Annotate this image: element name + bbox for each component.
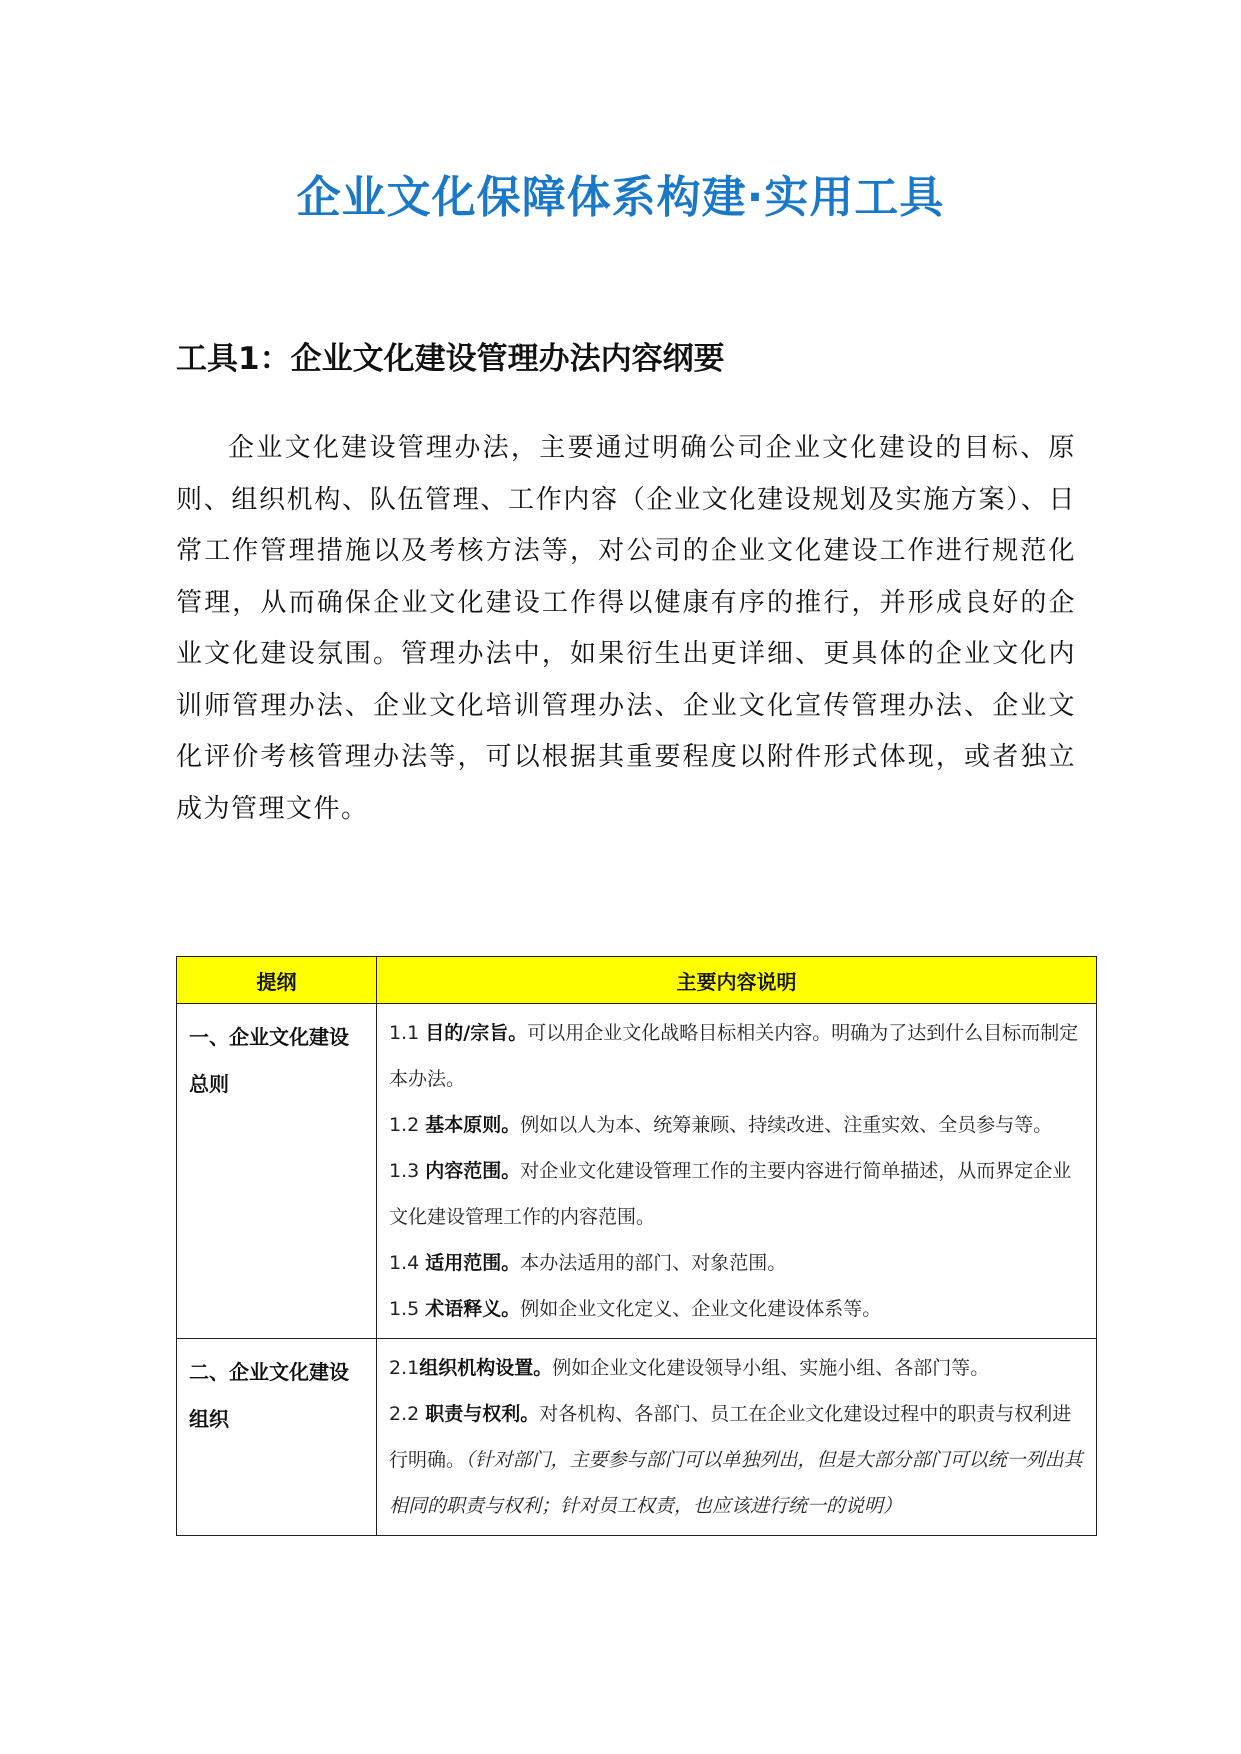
item-text: 例如企业文化定义、企业文化建设体系等。 <box>520 1298 882 1320</box>
item-number: 1.5 <box>389 1298 426 1320</box>
row-content <box>377 1339 1097 1536</box>
header-outline: 提纲 <box>177 957 377 1004</box>
content-item <box>389 1010 1088 1102</box>
item-heading: 组织机构设置。 <box>419 1357 553 1379</box>
item-heading: 术语释义。 <box>425 1298 521 1320</box>
section-heading: 工具1：企业文化建设管理办法内容纲要 <box>176 341 725 377</box>
intro-paragraph: 企业文化建设管理办法，主要通过明确公司企业文化建设的目标、原则、组织机构、队伍管理、工作内容（企业文化建设规划及实施方案）、日常工作管理措施以及考核方法等，对公司的企业文化建设工作进行规范化管理，从而确保企业文化建设工作得以健康有序的推行，并形成良好的企业文化建设氛围。管理办法中，如果衍生出更详细、更具体的企业文化内训师管理办法、企业文化培训管理办法、企业文化宣传管理办法、企业文化评价考核管理办法等，可以根据其重要程度以附件形式体现，或者独立成为管理文件。 <box>176 433 1076 824</box>
header-content: 主要内容说明 <box>377 957 1097 1004</box>
item-heading: 基本原则。 <box>425 1114 521 1136</box>
item-heading: 职责与权利。 <box>425 1403 540 1425</box>
item-heading: 适用范围。 <box>425 1252 521 1274</box>
item-note: （针对部门，主要参与部门可以单独列出，但是大部分部门可以统一列出其相同的职责与权利；针对员工权责，也应该进行统一的说明） <box>389 1449 1083 1517</box>
outline-table <box>176 956 1097 1536</box>
table-row <box>177 1339 1097 1536</box>
content-item <box>389 1345 1088 1391</box>
item-number: 2.1 <box>389 1357 420 1379</box>
document-title: 企业文化保障体系构建·实用工具 <box>296 172 945 223</box>
item-text: 可以用企业文化战略目标相关内容。明确为了达到什么目标而制定本办法。 <box>389 1022 1079 1090</box>
item-text: 对企业文化建设管理工作的主要内容进行简单描述，从而界定企业文化建设管理工作的内容范围。 <box>389 1160 1072 1228</box>
item-number: 1.4 <box>389 1252 426 1274</box>
content-item <box>389 1102 1088 1148</box>
content-item <box>389 1240 1088 1286</box>
item-text: 例如企业文化建设领导小组、实施小组、各部门等。 <box>552 1357 990 1379</box>
row-label: 一、企业文化建设总则 <box>177 1004 377 1339</box>
item-heading: 内容范围。 <box>425 1160 521 1182</box>
item-number: 1.1 <box>389 1022 426 1044</box>
item-number: 1.3 <box>389 1160 426 1182</box>
item-heading: 目的/宗旨。 <box>425 1022 528 1044</box>
item-text: 本办法适用的部门、对象范围。 <box>520 1252 787 1274</box>
item-number: 2.2 <box>389 1403 426 1425</box>
content-item <box>389 1286 1088 1332</box>
row-content <box>377 1004 1097 1339</box>
row-label: 二、企业文化建设组织 <box>177 1339 377 1536</box>
item-text: 例如以人为本、统筹兼顾、持续改进、注重实效、全员参与等。 <box>520 1114 1053 1136</box>
item-number: 1.2 <box>389 1114 426 1136</box>
table-header-row <box>177 957 1097 1004</box>
table-row <box>177 1004 1097 1339</box>
content-item <box>389 1148 1088 1240</box>
content-item <box>389 1391 1088 1529</box>
item-text: 对各机构、各部门、员工在企业文化建设过程中的职责与权利进行明确。 <box>389 1403 1072 1471</box>
